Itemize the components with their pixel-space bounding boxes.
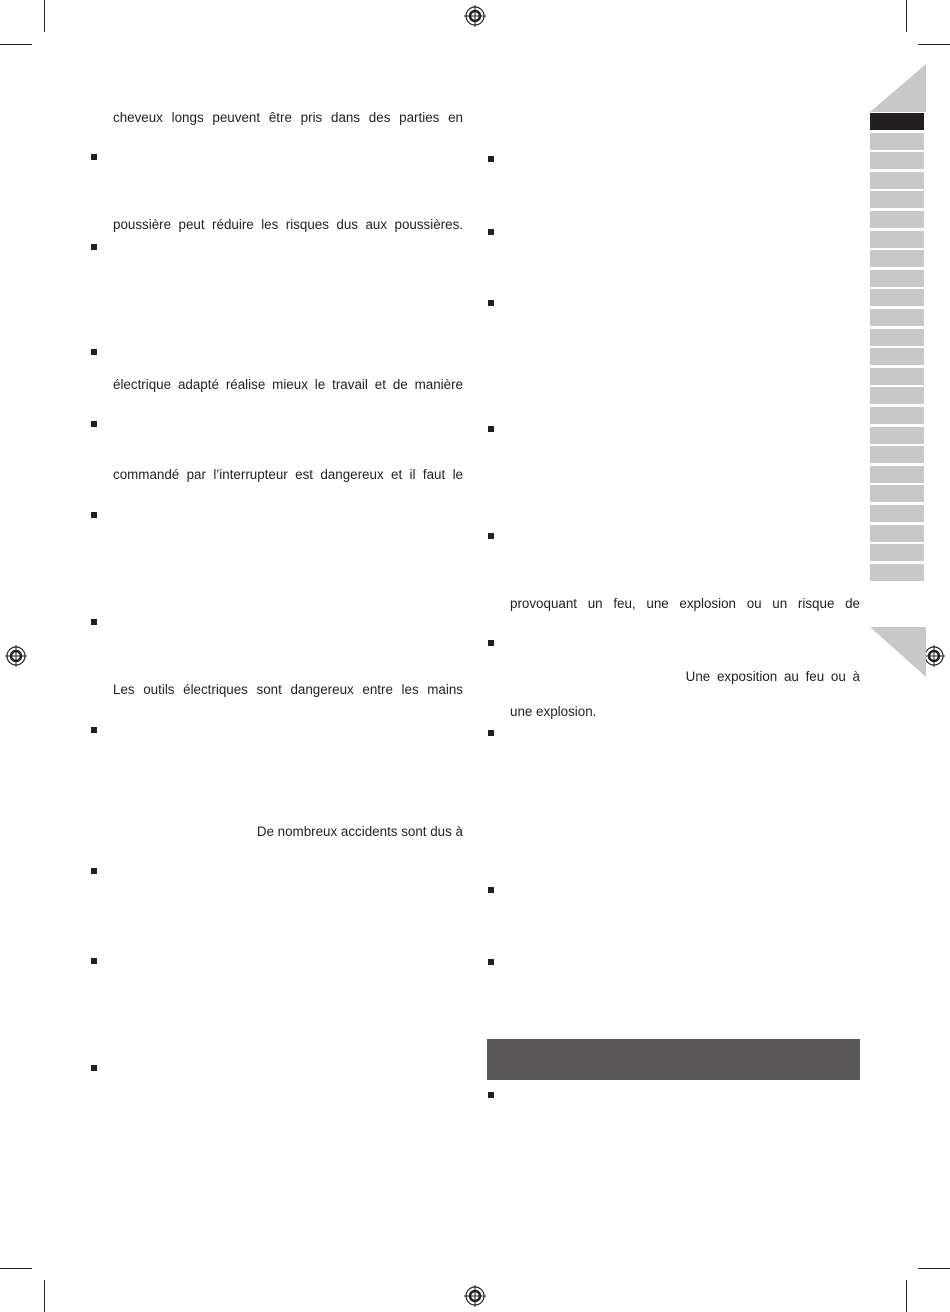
crop-mark-top-left-v bbox=[44, 0, 45, 32]
registration-mark-icon bbox=[5, 645, 27, 667]
language-tab bbox=[870, 171, 924, 189]
left-text-line: poussière peut réduire les risques dus aux poussières. bbox=[113, 217, 463, 232]
right-text-line: provoquant un feu, une explosion ou un risque de bbox=[510, 596, 860, 611]
language-tab bbox=[870, 230, 924, 248]
language-tab bbox=[870, 465, 924, 483]
language-tab-strip bbox=[870, 64, 926, 676]
language-tab bbox=[870, 249, 924, 267]
language-tab bbox=[870, 308, 924, 326]
square-bullet-icon bbox=[488, 730, 494, 736]
square-bullet-icon bbox=[91, 421, 97, 427]
square-bullet-icon bbox=[488, 156, 494, 162]
language-tab bbox=[870, 445, 924, 463]
square-bullet-icon bbox=[91, 512, 97, 518]
crop-mark-bottom-left-h bbox=[0, 1268, 32, 1269]
square-bullet-icon bbox=[91, 1065, 97, 1071]
language-tab bbox=[870, 484, 924, 502]
left-text-line: Les outils électriques sont dangereux entre les mains bbox=[113, 682, 463, 697]
crop-mark-top-right-h bbox=[918, 44, 950, 45]
square-bullet-icon bbox=[91, 868, 97, 874]
language-tab bbox=[870, 524, 924, 542]
crop-mark-bottom-right-h bbox=[918, 1268, 950, 1269]
square-bullet-icon bbox=[91, 349, 97, 355]
language-tab bbox=[870, 504, 924, 522]
crop-mark-bottom-right-v bbox=[906, 1280, 907, 1312]
square-bullet-icon bbox=[488, 959, 494, 965]
square-bullet-icon bbox=[91, 154, 97, 160]
square-bullet-icon bbox=[488, 229, 494, 235]
square-bullet-icon bbox=[488, 640, 494, 646]
square-bullet-icon bbox=[91, 958, 97, 964]
square-bullet-icon bbox=[488, 533, 494, 539]
language-tab bbox=[870, 406, 924, 424]
language-tab bbox=[870, 543, 924, 561]
square-bullet-icon bbox=[91, 619, 97, 625]
square-bullet-icon bbox=[488, 300, 494, 306]
left-text-line: commandé par l’interrupteur est dangereux et il faut le bbox=[113, 467, 463, 482]
right-text-line: une explosion. bbox=[510, 704, 597, 719]
language-tab bbox=[870, 347, 924, 365]
left-text-line: cheveux longs peuvent être pris dans des parties en bbox=[113, 110, 463, 125]
language-tab bbox=[870, 151, 924, 169]
registration-mark-icon bbox=[923, 645, 945, 667]
language-tab bbox=[870, 426, 924, 444]
registration-mark-icon bbox=[464, 1285, 486, 1307]
square-bullet-icon bbox=[91, 727, 97, 733]
language-tab bbox=[870, 132, 924, 150]
crop-mark-top-left-h bbox=[0, 44, 32, 45]
square-bullet-icon bbox=[488, 887, 494, 893]
square-bullet-icon bbox=[488, 1092, 494, 1098]
language-tab bbox=[870, 269, 924, 287]
tab-strip-bottom-triangle bbox=[870, 627, 926, 677]
language-tab bbox=[870, 328, 924, 346]
square-bullet-icon bbox=[488, 426, 494, 432]
language-tab bbox=[870, 367, 924, 385]
language-tab bbox=[870, 563, 924, 581]
crop-mark-bottom-left-v bbox=[44, 1280, 45, 1312]
language-tab bbox=[870, 288, 924, 306]
language-tab bbox=[870, 210, 924, 228]
language-tab bbox=[870, 112, 924, 130]
language-tab bbox=[870, 386, 924, 404]
section-header-bar bbox=[487, 1039, 860, 1080]
language-tab bbox=[870, 190, 924, 208]
registration-mark-icon bbox=[464, 5, 486, 27]
square-bullet-icon bbox=[91, 244, 97, 250]
left-text-line: électrique adapté réalise mieux le travail et de manière bbox=[113, 377, 463, 392]
right-text-line: Une exposition au feu ou à bbox=[685, 669, 860, 684]
crop-mark-top-right-v bbox=[906, 0, 907, 32]
left-text-line: De nombreux accidents sont dus à bbox=[256, 824, 463, 839]
